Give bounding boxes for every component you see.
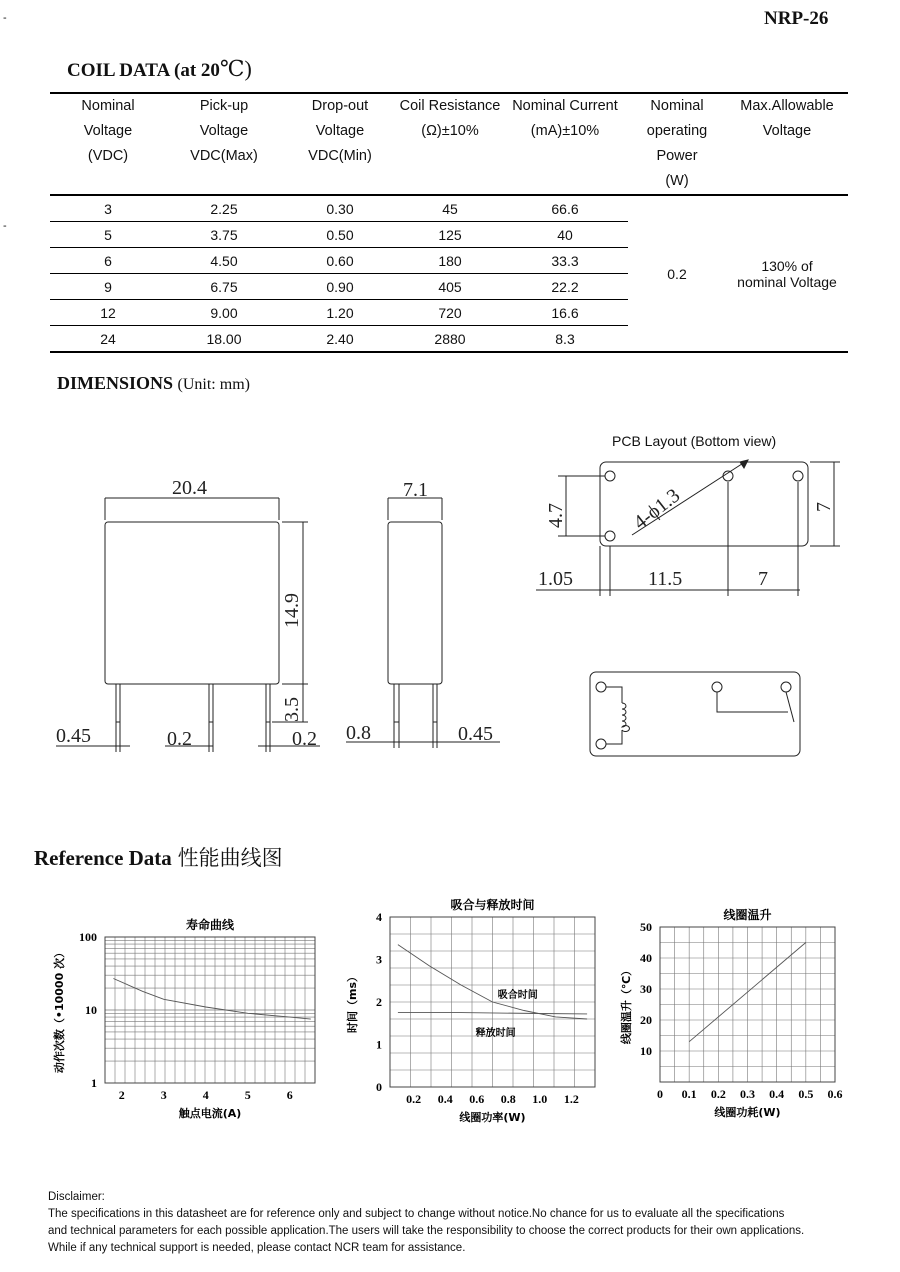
- pcb-layout-title: PCB Layout (Bottom view): [612, 433, 777, 449]
- dim-pcb-d2: 11.5: [648, 568, 683, 590]
- relay-pin: [116, 684, 120, 722]
- relay-pin: [266, 684, 270, 722]
- table-cell: 3.75: [166, 222, 282, 248]
- table-cell: 18.00: [206, 330, 242, 347]
- dim-front-width: 20.4: [172, 477, 207, 499]
- dim-pin-w3: 0.2: [292, 728, 317, 750]
- table-cell: 45: [398, 195, 502, 222]
- max-allowable-cell: 130% of nominal Voltage: [737, 257, 837, 290]
- table-cell: 66.6: [502, 195, 628, 222]
- coil-symbol: [622, 703, 629, 732]
- margin-mark: -: [3, 220, 7, 232]
- relay-side-body: [388, 522, 442, 684]
- table-cell: 2.40: [326, 330, 354, 347]
- x-tick-label: 5: [244, 1088, 251, 1102]
- y-tick-label: 1: [91, 1076, 97, 1090]
- x-tick-label: 2: [118, 1088, 125, 1102]
- dimension-labels: [56, 477, 835, 750]
- y-tick-label: 30: [640, 982, 652, 996]
- table-cell: 6.75: [166, 274, 282, 300]
- column-header: Pick-up Voltage VDC(Max): [190, 98, 258, 164]
- y-tick-label: 50: [640, 920, 652, 934]
- dim-pin-w2: 0.2: [167, 728, 192, 750]
- relay-front-body: [105, 522, 279, 684]
- x-tick-label: 6: [286, 1088, 293, 1102]
- relay-pin: [394, 684, 399, 722]
- table-cell: 8.3: [555, 330, 575, 347]
- table-cell: 5: [50, 222, 166, 248]
- nominal-power-cell: 0.2: [667, 265, 687, 282]
- disclaimer-text: The specifications in this datasheet are for reference only and subject to change without notice.No chance for us to evaluate all the specifications: [48, 1208, 785, 1220]
- column-header: Nominal Voltage (VDC): [81, 98, 135, 164]
- y-tick-label: 20: [640, 1013, 652, 1027]
- relay-pin: [209, 684, 213, 722]
- table-cell: 180: [398, 248, 502, 274]
- chart-title: 吸合与释放时间: [450, 898, 535, 912]
- reference-data-title: Reference Data 性能曲线图: [34, 846, 283, 870]
- dim-side-pin-b: 0.45: [458, 723, 493, 745]
- table-cell: 0.50: [282, 222, 398, 248]
- y-tick-label: 40: [640, 951, 652, 965]
- schematic-pin: [596, 682, 606, 692]
- column-header: Drop-out Voltage VDC(Min): [308, 98, 372, 164]
- table-cell: 33.3: [502, 248, 628, 274]
- table-cell: 0.30: [282, 195, 398, 222]
- x-tick-label: 1.2: [563, 1092, 579, 1106]
- pcb-hole: [793, 471, 803, 481]
- schematic-pin: [712, 682, 722, 692]
- dim-pin-length: 3.5: [281, 697, 303, 722]
- table-cell: 3: [50, 195, 166, 222]
- coil-temperature-rise-chart: [615, 895, 860, 1130]
- x-tick-label: 0.1: [681, 1087, 697, 1101]
- dim-pcb-right: 7: [813, 502, 835, 512]
- pickup-release-time-chart: [340, 895, 610, 1130]
- table-cell: 9: [50, 274, 166, 300]
- table-cell: 22.2: [502, 274, 628, 300]
- chart-title: 寿命曲线: [185, 918, 235, 932]
- dimension-drawings: [0, 420, 900, 780]
- y-tick-label: 0: [376, 1080, 382, 1094]
- pcb-hole: [605, 531, 615, 541]
- x-tick-label: 0.6: [827, 1087, 843, 1101]
- x-tick-label: 0.4: [769, 1087, 785, 1101]
- table-cell: 1.20: [282, 300, 398, 326]
- disclaimer-text: While if any technical support is needed, please contact NCR team for assistance.: [48, 1242, 466, 1254]
- series-line: [113, 979, 310, 1020]
- dim-pcb-d1: 1.05: [538, 568, 573, 590]
- x-tick-label: 0.6: [469, 1092, 485, 1106]
- table-cell: 6: [50, 248, 166, 274]
- disclaimer-text: and technical parameters for each possible application.The users will take the responsibility to choose the correct products for their own applications.: [48, 1225, 805, 1237]
- table-cell: 125: [398, 222, 502, 248]
- column-header: Max.Allowable Voltage: [740, 98, 834, 139]
- table-cell: 0.90: [282, 274, 398, 300]
- x-tick-label: 0: [657, 1087, 663, 1101]
- table-cell: 9.00: [166, 300, 282, 326]
- dim-pcb-left: 4.7: [545, 503, 567, 528]
- table-row: [50, 195, 848, 222]
- table-cell: 2880: [434, 330, 466, 347]
- model-number: NRP-26: [764, 8, 829, 29]
- y-tick-label: 2: [376, 995, 382, 1009]
- dim-side-pin-a: 0.8: [346, 722, 371, 744]
- column-header: Nominal operating Power (W): [646, 98, 708, 189]
- y-tick-label: 10: [85, 1003, 97, 1017]
- table-cell: 4.50: [166, 248, 282, 274]
- y-tick-label: 100: [79, 930, 97, 944]
- table-cell: 720: [398, 300, 502, 326]
- x-tick-label: 0.4: [437, 1092, 453, 1106]
- table-header-row: [50, 93, 848, 195]
- chart-grid: [105, 937, 315, 1083]
- table-cell: 2.25: [166, 195, 282, 222]
- coil-data-table: [50, 92, 848, 353]
- coil-wire: [606, 730, 622, 744]
- annotation-pickup: 吸合时间: [497, 989, 538, 1001]
- annotation-release: 释放时间: [475, 1028, 516, 1039]
- x-tick-label: 0.2: [710, 1087, 726, 1101]
- dimensions-title: DIMENSIONS (Unit: mm): [57, 373, 250, 393]
- life-curve-chart: [40, 895, 340, 1130]
- contact-arm: [786, 692, 794, 722]
- table-cell: 16.6: [502, 300, 628, 326]
- table-cell: 40: [502, 222, 628, 248]
- chart-title: 线圈温升: [723, 908, 772, 922]
- x-tick-label: 0.3: [740, 1087, 755, 1101]
- coil-data-title: COIL DATA (at 20℃): [67, 56, 252, 81]
- x-tick-label: 1.0: [532, 1092, 548, 1106]
- y-tick-label: 10: [640, 1044, 652, 1058]
- x-tick-label: 0.2: [406, 1092, 422, 1106]
- relay-pin: [433, 684, 437, 722]
- y-axis-label: 线圈温升（℃）: [620, 964, 633, 1045]
- table-cell: 24: [100, 330, 116, 347]
- disclaimer: [48, 1189, 848, 1257]
- y-tick-label: 4: [376, 910, 382, 924]
- y-tick-label: 1: [376, 1037, 382, 1052]
- schematic-pin: [781, 682, 791, 692]
- x-axis-label: 触点电流(A): [178, 1107, 242, 1120]
- y-axis-label: 动作次数（•10000 次）: [53, 946, 66, 1074]
- pcb-outline: [600, 462, 808, 546]
- x-tick-label: 0.5: [798, 1087, 814, 1101]
- column-header: Nominal Current (mA)±10%: [512, 98, 618, 139]
- x-axis-label: 线圈功耗(W): [714, 1106, 781, 1119]
- dim-pcb-hole: 4-ϕ1.3: [629, 484, 685, 534]
- x-tick-label: 4: [202, 1088, 209, 1102]
- schematic-pin: [596, 739, 606, 749]
- table-cell: 0.60: [282, 248, 398, 274]
- column-header: Coil Resistance (Ω)±10%: [399, 98, 501, 139]
- margin-mark: -: [3, 12, 7, 24]
- pcb-hole: [605, 471, 615, 481]
- y-tick-label: 3: [376, 952, 382, 967]
- table-cell: 12: [50, 300, 166, 326]
- x-tick-label: 0.8: [500, 1092, 516, 1106]
- x-axis-label: 线圈功率(W): [459, 1111, 526, 1124]
- contact-wire: [717, 692, 788, 712]
- coil-wire: [606, 687, 622, 703]
- dim-side-width: 7.1: [403, 479, 428, 501]
- x-tick-label: 3: [160, 1088, 167, 1102]
- dim-pin-w1: 0.45: [56, 725, 91, 747]
- y-axis-label: 时间（ms）: [346, 970, 359, 1034]
- chart-grid: [660, 927, 835, 1082]
- dim-pcb-d3: 7: [758, 568, 768, 590]
- table-cell: 405: [398, 274, 502, 300]
- disclaimer-heading: Disclaimer:: [48, 1191, 105, 1203]
- dim-front-height: 14.9: [281, 593, 303, 628]
